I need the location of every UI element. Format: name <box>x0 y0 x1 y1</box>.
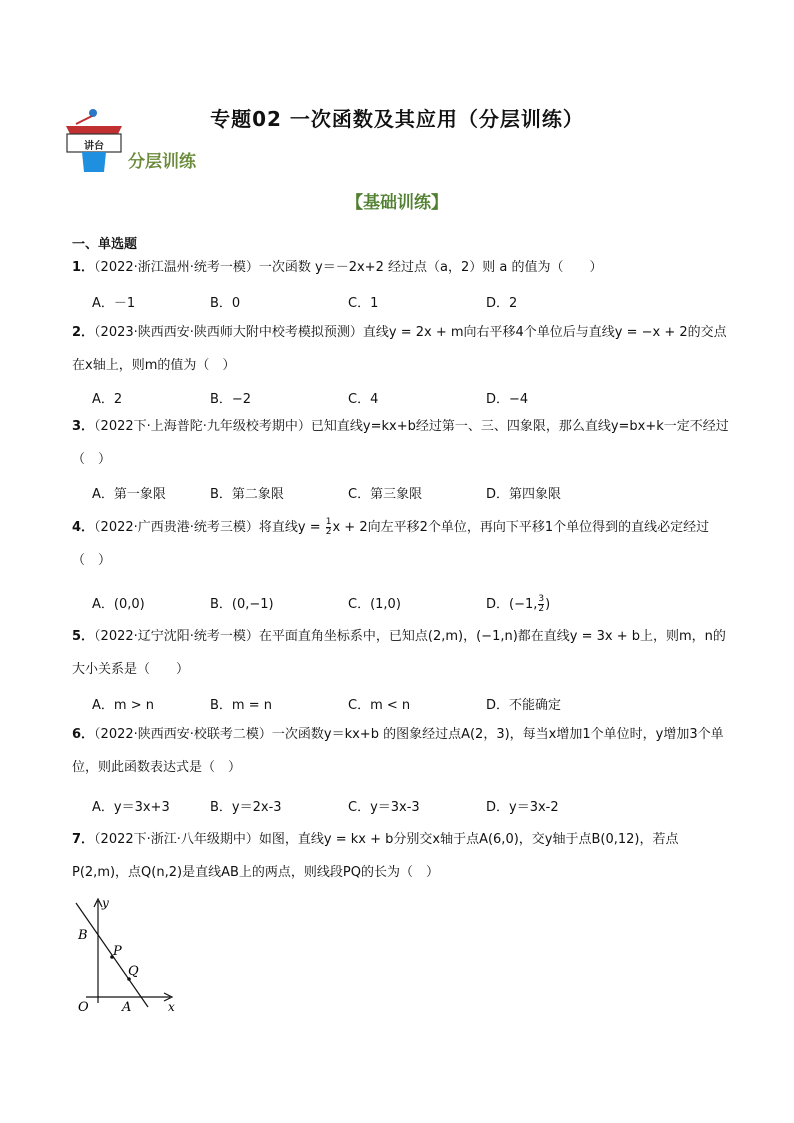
question-stem: （2022·陕西西安·校联考二模）一次函数y＝kx+b 的图象经过点A(2，3)，每当x增加1个单位时，y增加3个单位，则此函数表达式是（ ） <box>72 727 724 775</box>
question-number: 2． <box>72 325 95 340</box>
option-d[interactable]: D．2 <box>486 296 518 311</box>
option-c[interactable]: C．第三象限 <box>348 487 423 502</box>
question-stem-before: （2022·广西贵港·统考三模）将直线y = <box>94 520 325 535</box>
section-heading: 一、单选题 <box>72 237 138 252</box>
question-stem: （2022下·上海普陀·九年级校考期中）已知直线y=kx+b经过第一、三、四象限，那么直线y=bx+k一定不经过（ ） <box>72 419 729 467</box>
option-a[interactable]: A．－1 <box>92 296 136 311</box>
question-number: 3． <box>72 419 95 434</box>
option-c[interactable]: C．y＝3x-3 <box>348 800 420 815</box>
options-4 <box>92 593 732 613</box>
fraction <box>538 595 544 614</box>
option-d[interactable]: D．第四象限 <box>486 487 562 502</box>
option-c[interactable]: C．(1,0) <box>348 597 401 612</box>
question-7 <box>72 823 732 889</box>
option-a[interactable]: A．(0,0) <box>92 597 145 612</box>
label-p: P <box>113 944 122 959</box>
option-d[interactable]: D．不能确定 <box>486 698 562 713</box>
label-y: y <box>102 896 109 910</box>
fraction-denominator: 2 <box>325 527 332 537</box>
question-stem: （2022下·浙江·八年级期中）如图，直线y = kx + b分别交x轴于点A(6,0)，交y轴于点B(0,12)，若点P(2,m)，点Q(n,2)是直线AB上的两点，则线段PQ的长为（ ） <box>72 832 679 880</box>
option-d[interactable] <box>486 593 550 614</box>
option-a[interactable]: A．m > n <box>92 698 154 713</box>
options-6 <box>92 796 732 816</box>
option-b[interactable]: B．(0,−1) <box>210 597 274 612</box>
label-b: B <box>78 928 88 943</box>
question-6 <box>72 718 732 784</box>
logo-caption: 分层训练 <box>128 152 196 172</box>
question-1 <box>72 251 732 284</box>
question-5 <box>72 620 732 686</box>
option-b[interactable]: B．第二象限 <box>210 487 284 502</box>
question-3 <box>72 410 732 476</box>
fraction-numerator: 3 <box>538 594 545 604</box>
options-2 <box>92 388 732 408</box>
option-d[interactable]: D．y＝3x-2 <box>486 800 559 815</box>
podium-logo <box>62 108 128 178</box>
question-stem-after: x + 2向左平移2个单位，再向下平移1个单位得到的直线必定经过（ ） <box>72 520 710 568</box>
line-graph-figure <box>66 893 186 1017</box>
label-x: x <box>168 1000 175 1013</box>
options-3 <box>92 483 732 503</box>
question-number: 1． <box>72 260 95 275</box>
option-b[interactable]: B．y＝2x-3 <box>210 800 282 815</box>
label-a: A <box>122 1000 132 1013</box>
question-number: 5． <box>72 629 95 644</box>
fraction-numerator: 1 <box>325 517 332 527</box>
option-a[interactable]: A．y＝3x+3 <box>92 800 170 815</box>
page-title: 专题02 一次函数及其应用（分层训练） <box>210 107 584 131</box>
section-banner: 【基础训练】 <box>346 193 448 213</box>
option-c[interactable]: C．m < n <box>348 698 411 713</box>
options-1 <box>92 292 732 312</box>
question-stem: （2022·浙江温州·统考一模）一次函数 y＝－2x+2 经过点（a，2）则 a 的值为（ ） <box>94 260 603 275</box>
option-a[interactable]: A．2 <box>92 392 123 407</box>
label-q: Q <box>128 964 139 979</box>
line-ab <box>76 903 148 1007</box>
options-5 <box>92 694 732 714</box>
option-d-before: (−1, <box>509 597 538 612</box>
option-a[interactable]: A．第一象限 <box>92 487 166 502</box>
fraction-denominator: 2 <box>538 604 545 614</box>
question-number: 6． <box>72 727 95 742</box>
question-stem: （2022·辽宁沈阳·统考一模）在平面直角坐标系中，已知点(2,m)，(−1,n)都在直线y = 3x + b上，则m，n的大小关系是（ ） <box>72 629 726 677</box>
question-number: 4． <box>72 520 95 535</box>
option-c[interactable]: C．1 <box>348 296 379 311</box>
option-d[interactable]: D．−4 <box>486 392 529 407</box>
option-b[interactable]: B．m = n <box>210 698 272 713</box>
option-b[interactable]: B．0 <box>210 296 241 311</box>
option-b[interactable]: B．−2 <box>210 392 252 407</box>
question-4 <box>72 511 732 577</box>
fraction <box>326 518 332 537</box>
question-stem: （2023·陕西西安·陕西师大附中校考模拟预测）直线y = 2x + m向右平移4个单位后与直线y = −x + 2的交点在x轴上，则m的值为（ ） <box>72 325 727 373</box>
label-origin: O <box>78 1000 89 1013</box>
option-d-after: ) <box>545 597 551 612</box>
logo-text: 讲台 <box>84 141 104 152</box>
option-d-label: D． <box>486 597 510 612</box>
question-number: 7． <box>72 832 95 847</box>
option-c[interactable]: C．4 <box>348 392 379 407</box>
question-2 <box>72 316 732 382</box>
coordinate-diagram <box>66 893 186 1013</box>
